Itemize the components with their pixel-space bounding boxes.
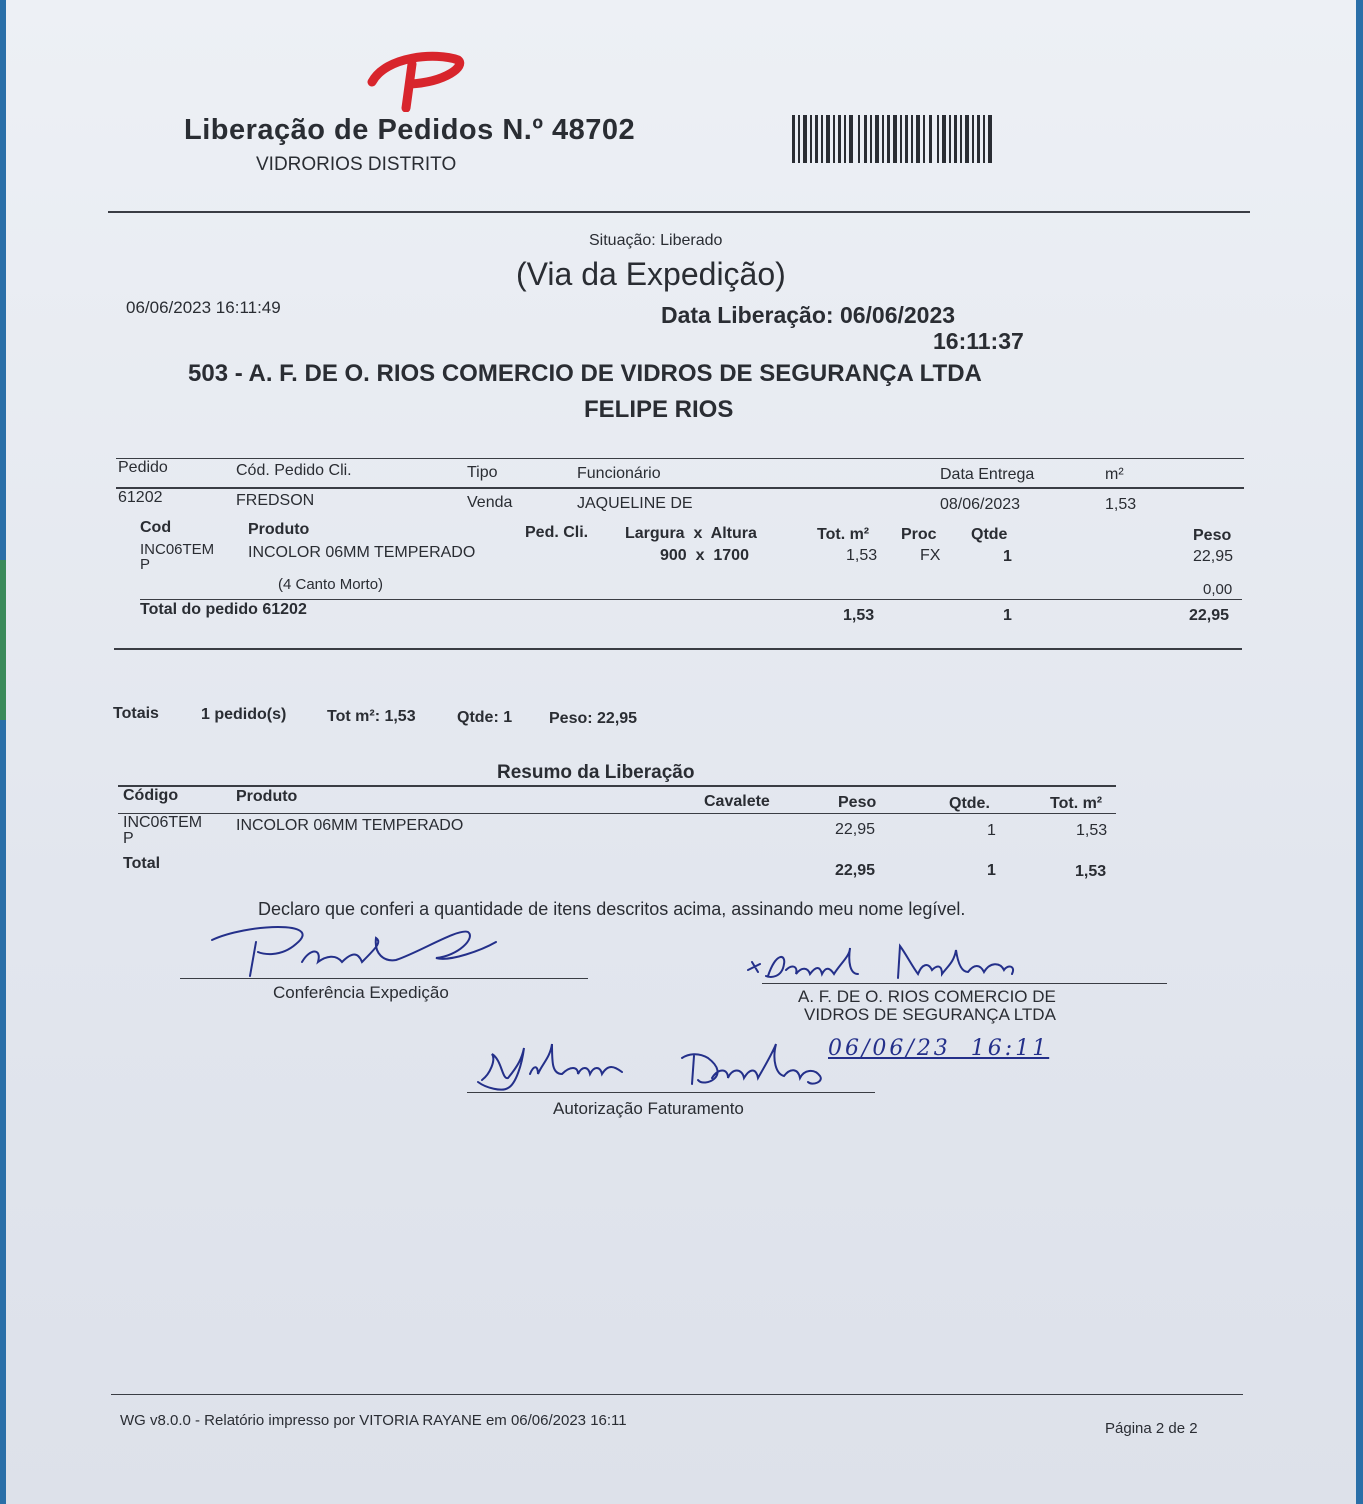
summary-total-qtde: 1 xyxy=(987,862,996,879)
barcode-icon xyxy=(792,115,994,163)
order-total-label: Total do pedido 61202 xyxy=(140,601,307,618)
client-contact: FELIPE RIOS xyxy=(584,396,734,423)
totals-qtde: Qtde: 1 xyxy=(457,709,513,726)
item-header-tot-m2: Tot. m² xyxy=(817,526,870,543)
item-peso: 22,95 xyxy=(1193,548,1234,565)
item-qtde: 1 xyxy=(1003,548,1012,565)
item-header-peso: Peso xyxy=(1193,527,1232,544)
col-header-cod-pedido-cli: Cód. Pedido Cli. xyxy=(236,462,352,479)
summary-header-tot-m2: Tot. m² xyxy=(1050,795,1103,812)
client-name: 503 - A. F. DE O. RIOS COMERCIO DE VIDROS DE SEGURANÇA LTDA xyxy=(188,360,982,387)
release-time: 16:11:37 xyxy=(933,328,1024,354)
signature-label-cliente-line2: VIDROS DE SEGURANÇA LTDA xyxy=(804,1005,1056,1024)
summary-qtde: 1 xyxy=(987,822,996,839)
item-header-proc: Proc xyxy=(901,526,937,543)
print-datetime: 06/06/2023 16:11:49 xyxy=(126,298,281,317)
col-header-m2: m² xyxy=(1105,466,1124,483)
item-header-produto: Produto xyxy=(248,521,310,538)
signature-conferencia xyxy=(206,918,506,980)
item-header-cod: Cod xyxy=(140,519,172,536)
totals-pedidos: 1 pedido(s) xyxy=(201,706,287,723)
order-data-entrega: 08/06/2023 xyxy=(940,496,1021,513)
summary-header-peso: Peso xyxy=(838,794,877,811)
signature-line-faturamento xyxy=(467,1092,875,1093)
signature-label-conferencia: Conferência Expedição xyxy=(273,983,449,1002)
company-logo-icon xyxy=(366,50,466,112)
order-cod-pedido-cli: FREDSON xyxy=(236,492,315,509)
document-title: Liberação de Pedidos N.º 48702 xyxy=(184,114,636,146)
order-funcionario: JAQUELINE DE xyxy=(577,495,693,512)
totals-label: Totais xyxy=(113,705,159,722)
summary-header-codigo: Código xyxy=(123,787,179,804)
handwritten-datetime: 06/06/23 16:11 xyxy=(828,1036,1050,1061)
summary-produto: INCOLOR 06MM TEMPERADO xyxy=(236,817,464,834)
summary-codigo-line1: INC06TEM xyxy=(123,814,203,831)
signature-label-cliente-line1: A. F. DE O. RIOS COMERCIO DE xyxy=(798,987,1056,1006)
signature-faturamento xyxy=(472,1034,832,1096)
document-subtitle: VIDRORIOS DISTRITO xyxy=(256,154,457,175)
summary-header-rule xyxy=(118,813,1116,814)
item-proc: FX xyxy=(920,547,941,564)
summary-total-tot-m2: 1,53 xyxy=(1075,863,1107,880)
totals-peso: Peso: 22,95 xyxy=(549,710,638,727)
summary-total-peso: 22,95 xyxy=(835,862,876,879)
item-tot-m2: 1,53 xyxy=(846,547,878,564)
order-table-bottom-rule xyxy=(114,648,1242,650)
order-total-qtde: 1 xyxy=(1003,607,1012,624)
signature-label-faturamento: Autorização Faturamento xyxy=(553,1099,744,1118)
order-table-header-rule xyxy=(116,487,1244,489)
col-header-tipo: Tipo xyxy=(467,464,498,481)
declaration-text: Declaro que conferi a quantidade de itens descritos acima, assinando meu nome legível. xyxy=(258,899,966,919)
summary-title: Resumo da Liberação xyxy=(497,762,695,783)
item-cod-line2: P xyxy=(140,556,151,573)
order-total-rule xyxy=(140,599,1242,600)
item-obs: (4 Canto Morto) xyxy=(278,576,384,593)
signature-cliente xyxy=(746,940,1026,986)
status-text: Situação: Liberado xyxy=(589,232,723,249)
footer-rule xyxy=(111,1394,1243,1395)
document-page xyxy=(6,0,1356,1504)
footer-page-number: Página 2 de 2 xyxy=(1105,1420,1198,1437)
col-header-pedido: Pedido xyxy=(118,459,168,476)
item-header-ped-cli: Ped. Cli. xyxy=(525,524,589,541)
col-header-funcionario: Funcionário xyxy=(577,465,661,482)
via-label: (Via da Expedição) xyxy=(516,256,786,292)
order-pedido: 61202 xyxy=(118,489,163,506)
summary-header-qtde: Qtde. xyxy=(949,795,990,812)
summary-total-label: Total xyxy=(123,855,161,872)
item-obs-peso: 0,00 xyxy=(1203,581,1233,598)
totals-tot-m2: Tot m²: 1,53 xyxy=(327,708,416,725)
summary-tot-m2: 1,53 xyxy=(1076,822,1108,839)
order-total-peso: 22,95 xyxy=(1189,607,1230,624)
footer-printed-by: WG v8.0.0 - Relatório impresso por VITORIA RAYANE em 06/06/2023 16:11 xyxy=(120,1412,627,1429)
summary-peso: 22,95 xyxy=(835,821,876,838)
order-tipo: Venda xyxy=(467,494,513,511)
item-header-largura-altura: Largura x Altura xyxy=(625,525,757,542)
col-header-data-entrega: Data Entrega xyxy=(940,466,1035,483)
signature-line-conferencia xyxy=(180,978,588,979)
summary-header-produto: Produto xyxy=(236,788,298,805)
signature-line-cliente xyxy=(762,983,1167,984)
item-cod-line1: INC06TEM xyxy=(140,541,215,558)
item-header-qtde: Qtde xyxy=(971,526,1008,543)
item-dimensoes: 900 x 1700 xyxy=(660,547,749,564)
header-divider xyxy=(108,211,1250,213)
order-total-tot-m2: 1,53 xyxy=(843,607,875,624)
summary-codigo-line2: P xyxy=(123,830,134,847)
summary-header-cavalete: Cavalete xyxy=(704,793,770,810)
order-m2: 1,53 xyxy=(1105,496,1137,513)
item-produto: INCOLOR 06MM TEMPERADO xyxy=(248,544,476,561)
order-table-top-rule xyxy=(116,458,1244,459)
release-date: Data Liberação: 06/06/2023 xyxy=(661,302,956,328)
summary-top-rule xyxy=(118,785,1116,787)
